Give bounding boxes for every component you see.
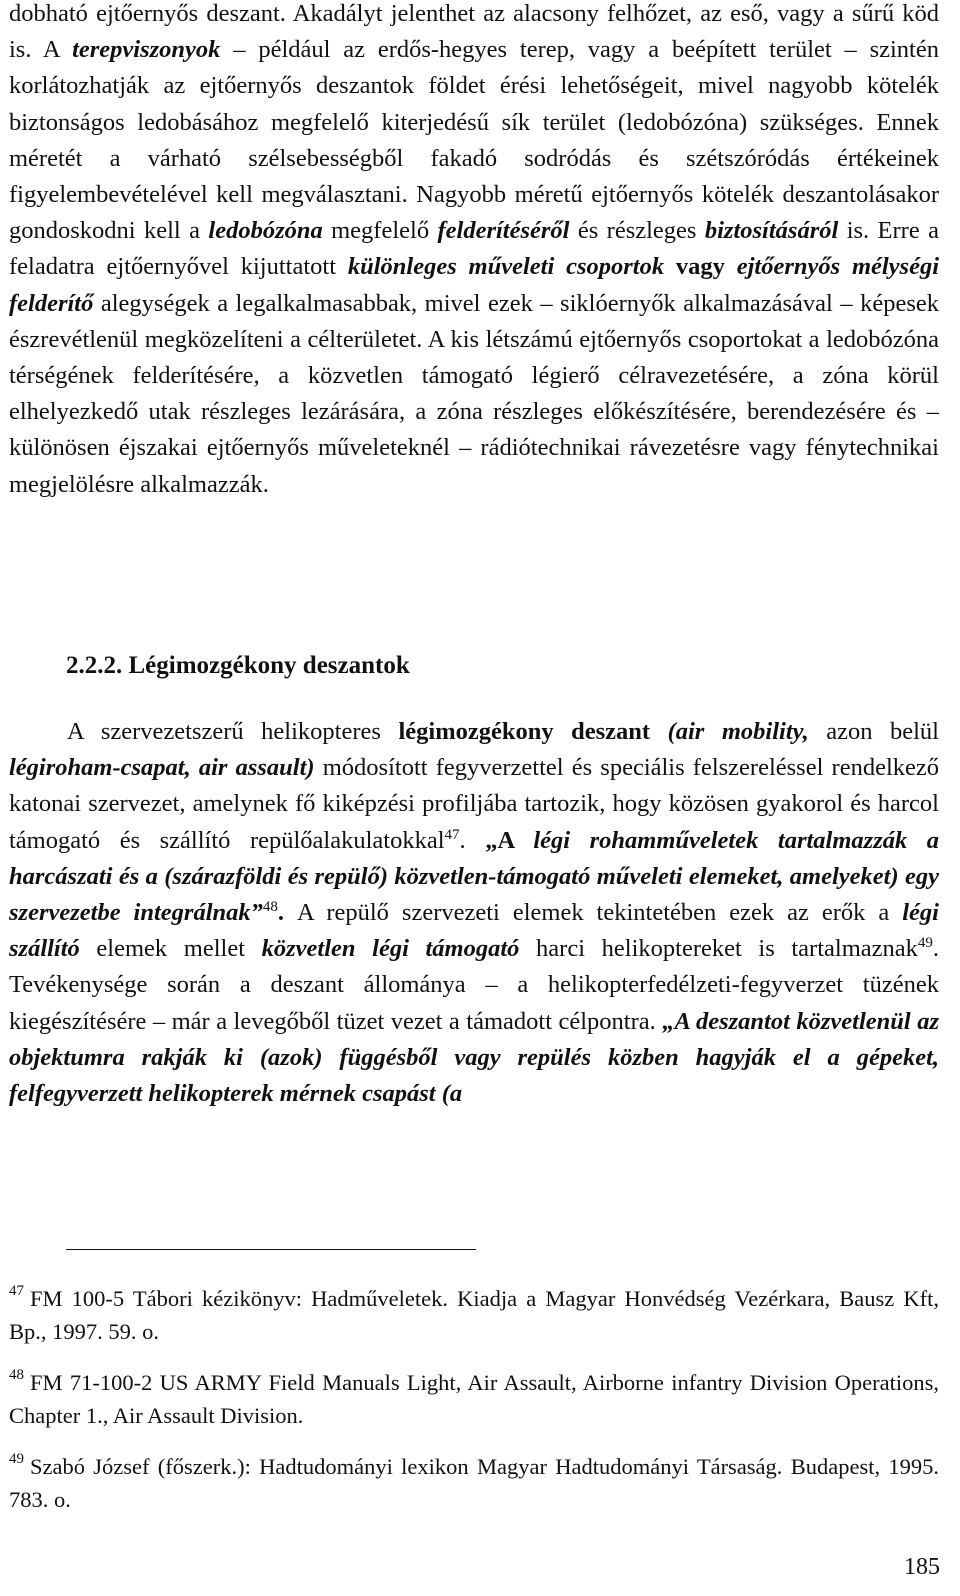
emphasis-text: légiroham-csapat, air assault) xyxy=(9,754,315,782)
text-run: dobható ejtőernyős deszant. Akadályt jelenthet az alacsony felhőzet, az eső, vagy a sűrű köd is. A xyxy=(9,0,939,64)
emphasis-text: légi rohamműveletek tartalmazzák a harcászati és a (szárazföldi és repülő) közvetlen-támogató műveleti elemeket, amelyeket) egy szervezetbe integrálnak” xyxy=(9,826,940,927)
text-run: és részleges xyxy=(569,217,705,245)
footnotes xyxy=(9,1282,939,1534)
emphasis-text: ejtőernyős mélységi felderítő xyxy=(9,253,940,317)
section-heading: 2.2.2. Légimozgékony deszantok xyxy=(66,652,410,679)
footnote-separator xyxy=(66,1249,476,1250)
footnote-48 xyxy=(9,1366,939,1432)
bold-text: „A xyxy=(485,826,534,854)
text-run: A szervezetszerű helikopteres xyxy=(67,718,399,745)
bold-text: légimozgékony deszant xyxy=(398,718,651,745)
text-run: . xyxy=(459,826,486,854)
footnote-number: 49 xyxy=(9,1450,24,1467)
footnote-ref: 49 xyxy=(917,935,933,952)
text-run: módosított fegyverzettel és speciális felszereléssel rendelkező katonai szervezet, amelynek fő kiképzési profiljába tartozik, hogy közösen gyakorol és harcol támogató és szállító repülőalakulatokkal xyxy=(9,754,940,854)
footnote-text: Szabó József (főszerk.): Hadtudományi lexikon Magyar Hadtudományi Társaság. Budapest, 1995. 783. o. xyxy=(9,1454,939,1512)
text-run xyxy=(650,718,668,745)
text-run: . Tevékenysége során a deszant állománya – a helikopterfedélzeti-fegyverzet tüzének kiegészítésére – már a levegőből tüzet vezet a támadott célpontra. xyxy=(9,935,939,1035)
footnote-number: 48 xyxy=(9,1366,24,1383)
footnote-ref: 47 xyxy=(444,826,460,843)
text-run: A repülő szervezeti elemek tekintetében ezek az erők a xyxy=(297,899,903,927)
footnote-number: 47 xyxy=(9,1282,24,1299)
footnote-text: FM 100-5 Tábori kézikönyv: Hadműveletek. Kiadja a Magyar Honvédség Vezérkara, Bausz Kft, Bp., 1997. 59. o. xyxy=(9,1286,939,1344)
emphasis-text: ledobózóna xyxy=(208,217,323,245)
text-run: azon belül xyxy=(808,718,939,745)
body-paragraph-1 xyxy=(9,0,939,503)
bold-text: . xyxy=(277,899,298,927)
emphasis-text: felderítéséről xyxy=(437,217,570,245)
emphasis-text: biztosításáról xyxy=(704,217,839,245)
emphasis-text: különleges műveleti csoportok xyxy=(347,253,665,281)
emphasis-text: „A deszantot közvetlenül az objektumra rakják ki (azok) függésből vagy repülés közben hagyják el a gépeket, felfegyverzett helikopterek mérnek csapást (a xyxy=(9,1007,939,1108)
footnote-47 xyxy=(9,1282,939,1348)
text-run: harci helikoptereket is tartalmaznak xyxy=(519,935,918,963)
text-run: megfelelő xyxy=(322,217,438,245)
emphasis-text: (air mobility, xyxy=(667,718,809,745)
footnote-49 xyxy=(9,1450,939,1516)
emphasis-text: légi szállító xyxy=(9,899,939,963)
body-paragraph-2 xyxy=(9,714,939,1112)
text-run: – például az erdős-hegyes terep, vagy a beépített terület – szintén korlátozhatják az ejtőernyős deszantok földet érési lehetőségeit, mivel nagyobb kötelék biztonságos ledobásához megfelelő kiterjedésű sík terület (ledobózóna) szükséges. Ennek méretét a várható szélsebességből fakadó sodródás és szétszóródás értékeinek figyelembevételével kell megválasztani. Nagyobb méretű ejtőernyős kötelék deszantolásakor gondoskodni kell a xyxy=(9,36,939,245)
bold-text: vagy xyxy=(664,253,737,281)
footnote-ref: 48 xyxy=(262,899,278,916)
page-number: 185 xyxy=(904,1554,940,1580)
emphasis-text: terepviszonyok xyxy=(72,36,221,64)
text-run: is. Erre a feladatra ejtőernyővel kijuttatott xyxy=(9,217,939,281)
text-run: elemek mellet xyxy=(79,935,262,963)
emphasis-text: közvetlen légi támogató xyxy=(261,935,520,963)
text-run: alegységek a legalkalmasabbak, mivel ezek – siklóernyők alkalmazásával – képesek észrevétlenül megközelíteni a célterületet. A kis létszámú ejtőernyős csoportokat a ledobózóna térségének felderítésére, a közvetlen támogató légierő célravezetésére, a zóna körül elhelyezkedő utak részleges lezárására, a zóna részleges előkészítésére, berendezésére és – különösen éjszakai ejtőernyős műveleteknél – rádiótechnikai rávezetésre vagy fénytechnikai megjelölésre alkalmazzák. xyxy=(9,289,939,498)
footnote-text: FM 71-100-2 US ARMY Field Manuals Light, Air Assault, Airborne infantry Division Operations, Chapter 1., Air Assault Division. xyxy=(9,1370,939,1428)
